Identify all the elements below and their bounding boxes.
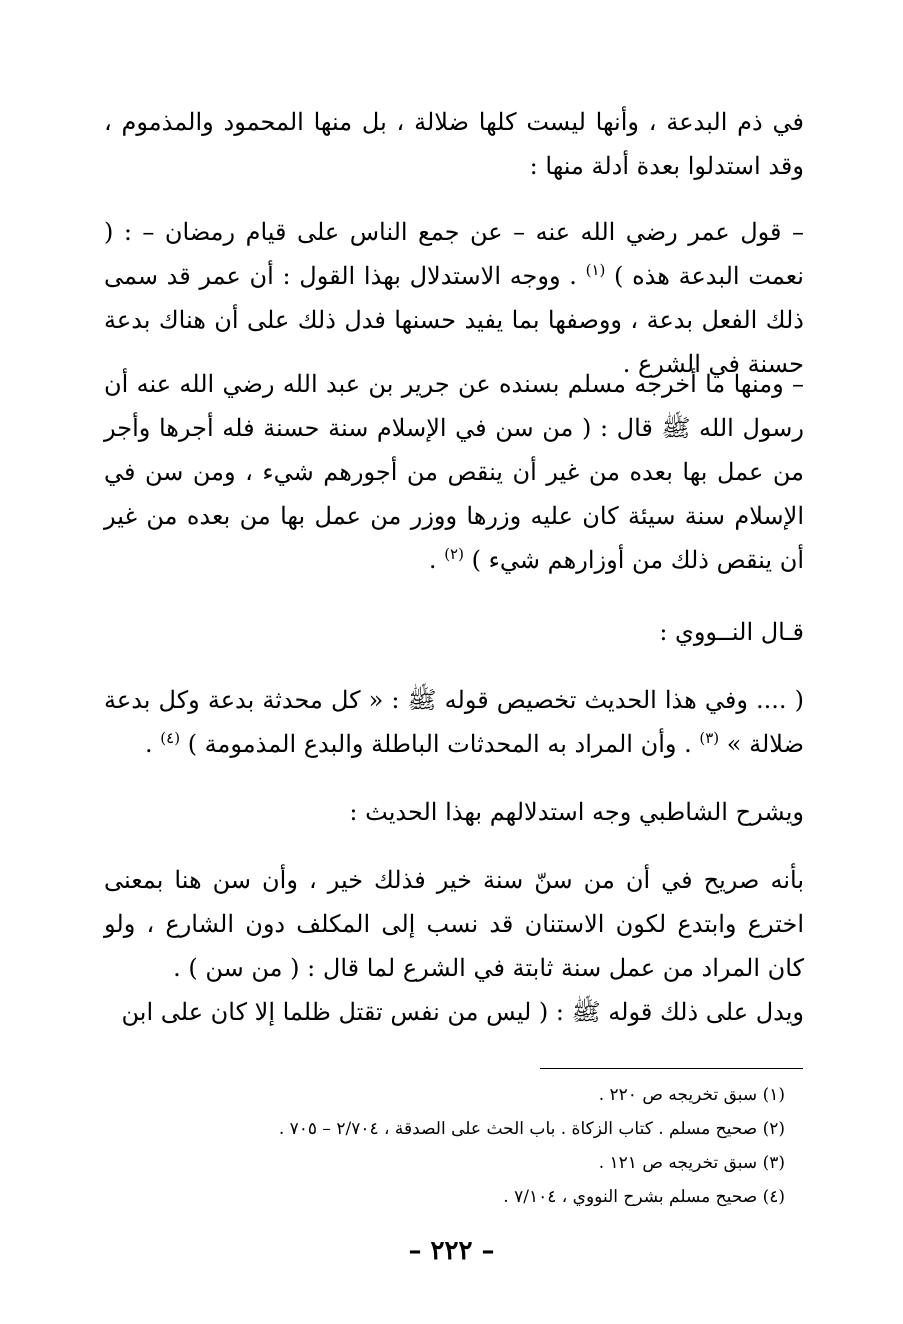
paragraph-intro: في ذم البدعة ، وأنها ليست كلها ضلالة ، بل منها المحمود والمذموم ، وقد استدلوا بعدة أدلة منها : xyxy=(104,108,804,180)
paragraph-evidence-continuation: ويدل على ذلك قوله ﷺ : ( ليس من نفس تقتل ظلما إلا كان على ابن xyxy=(121,998,804,1026)
paragraph-nawawi-quote xyxy=(104,678,804,766)
paragraph-omar-reasoning: . ووجه الاستدلال بهذا القول : أن عمر قد سمى ذلك الفعل بدعة ، ووصفها بما يفيد حسنها فدل ذلك على أن هناك بدعة حسنة في الشرع . xyxy=(104,262,804,378)
footnote-2: (٢) صحيح مسلم . كتاب الزكاة . باب الحث على الصدقة ، ٢/٧٠٤ – ٧٠٥ . xyxy=(278,1119,785,1139)
footnote-ref-4: (٤) xyxy=(160,729,181,747)
paragraph-shatibi-heading: ويشرح الشاطبي وجه استدلالهم بهذا الحديث : xyxy=(349,798,804,826)
page-number: – ٢٢٢ – xyxy=(408,1236,495,1266)
footnote-1: (١) سبق تخريجه ص ٢٢٠ . xyxy=(598,1085,785,1105)
paragraph-muslim-hadith xyxy=(104,362,804,582)
quote-end: . xyxy=(144,730,153,758)
paragraph-omar-text: – قول عمر رضي الله عنه – عن جمع الناس على قيام رمضان – : ( نعمت البدعة هذه ) xyxy=(104,218,804,290)
footnote-ref-1: (١) xyxy=(585,261,606,279)
quote-continuation: . وأن المراد به المحدثات الباطلة والبدع المذمومة ) xyxy=(187,730,692,758)
footnote-3: (٣) سبق تخريجه ص ١٢١ . xyxy=(598,1153,785,1173)
footnote-4: (٤) صحيح مسلم بشرح النووي ، ٧/١٠٤ . xyxy=(503,1187,785,1207)
paragraph-hadith-text: – ومنها ما أخرجه مسلم بسنده عن جرير بن عبد الله رضي الله عنه أن رسول الله ﷺ قال : ( من سن في الإسلام سنة حسنة فله أجرها وأجر من عمل بها بعده من غير أن ينقص من أجورهم شيء ، ومن سن في الإسلام سنة سيئة كان عليه وزرها ووزر من عمل بها من بعده من غير أن ينقص ذلك من أوزارهم شيء ) xyxy=(104,370,804,574)
paragraph-hadith-end: . xyxy=(428,546,437,574)
footnotes xyxy=(200,1078,785,1214)
paragraph-omar-evidence xyxy=(104,210,804,386)
footnote-separator xyxy=(540,1068,803,1069)
paragraph-nawawi-heading: قـال النــووي : xyxy=(659,618,804,646)
quote-text: ( .... وفي هذا الحديث تخصيص قوله ﷺ : « كل محدثة بدعة وكل بدعة ضلالة » xyxy=(104,686,804,758)
footnote-ref-2: (٢) xyxy=(444,545,464,563)
paragraph-shatibi-explanation: بأنه صريح في أن من سنّ سنة خير فذلك خير ، وأن سن هنا بمعنى اخترع وابتدع لكون الاستنان قد نسب إلى المكلف دون الشارع ، ولو كان المراد من عمل سنة ثابتة في الشرع لما قال : ( من سن ) . xyxy=(104,866,804,982)
footnote-ref-3: (٣) xyxy=(699,729,720,747)
